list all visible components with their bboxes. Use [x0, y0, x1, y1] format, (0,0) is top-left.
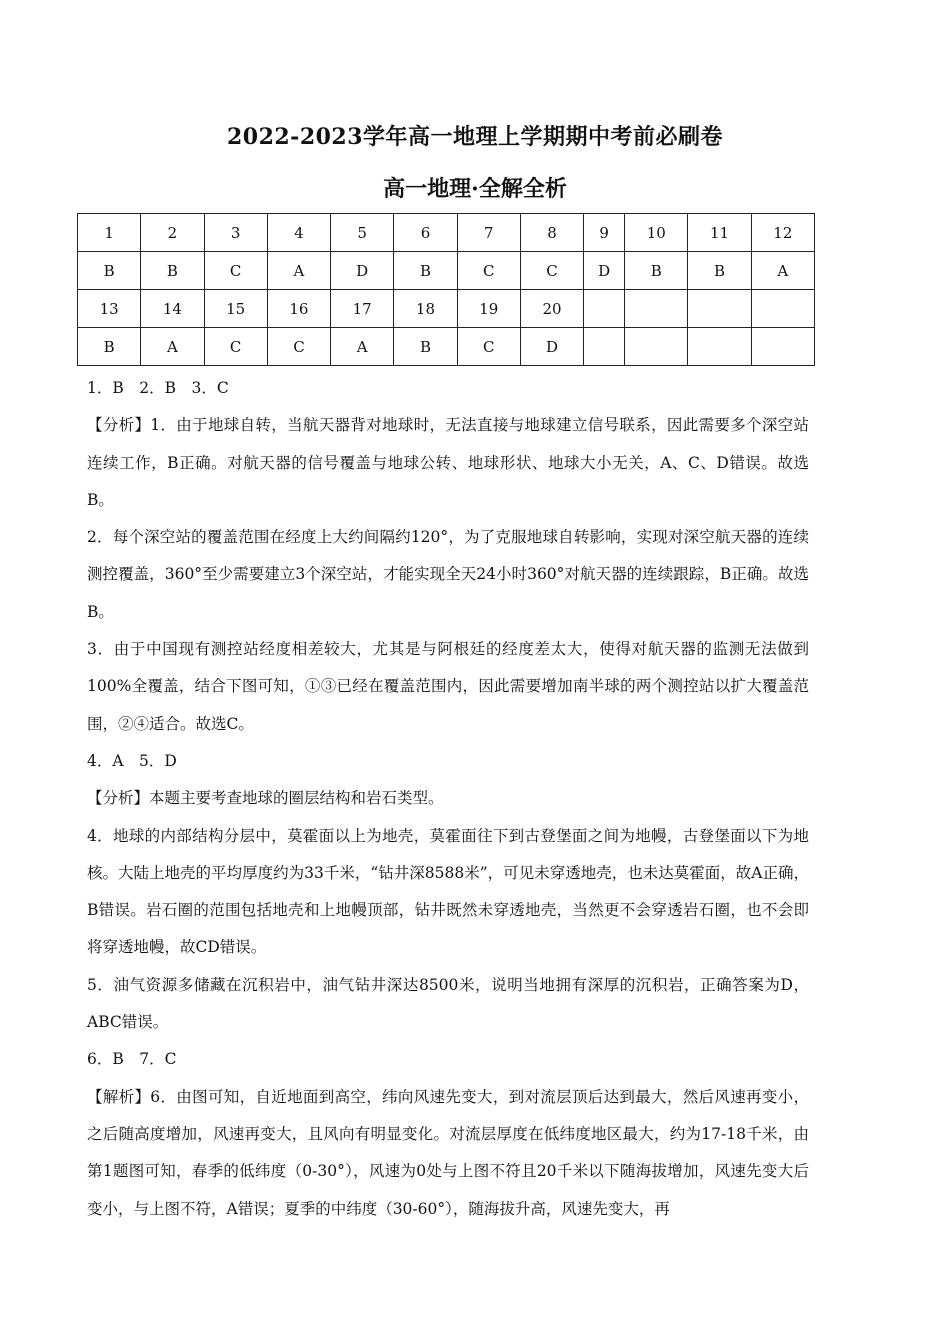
answer-cell	[751, 328, 814, 366]
question-number-cell: 1	[78, 214, 141, 252]
answer-cell: B	[78, 252, 141, 290]
question-number-cell	[751, 290, 814, 328]
answer-cell	[584, 328, 625, 366]
question-number-cell: 7	[457, 214, 520, 252]
answer-cell: C	[204, 328, 267, 366]
analysis-q6: 【解析】6．由图可知，自近地面到高空，纬向风速先变大，到对流层顶后达到最大，然后风速再变小，之后随高度增加，风速再变大，且风向有明显变化。对流层厚度在低纬度地区最大，约为17-18千米，由第1题图可知，春季的低纬度（0-30°），风速为0处与上图不符且20千米以下随海拔增加，风速先变大后变小，与上图不符，A错误；夏季的中纬度（30-60°），随海拔升高，风速先变大，再	[87, 1087, 809, 1218]
page-title: 2022-2023学年高一地理上学期期中考前必刷卷	[226, 124, 724, 150]
answer-cell: B	[141, 252, 204, 290]
answer-cell: A	[751, 252, 814, 290]
answer-cell: C	[520, 252, 583, 290]
answer-line-6-7: 6．B 7．C	[87, 1050, 177, 1069]
answer-cell: B	[625, 252, 688, 290]
answer-cell: C	[457, 252, 520, 290]
page-subtitle: 高一地理·全解全析	[383, 176, 567, 202]
analysis-q1: 【分析】1．由于地球自转，当航天器背对地球时，无法直接与地球建立信号联系，因此需要多个深空站连续工作，B正确。对航天器的信号覆盖与地球公转、地球形状、地球大小无关，A、C、D错误。故选B。	[87, 416, 809, 509]
analysis-intro-4-5: 【分析】本题主要考查地球的圈层结构和岩石类型。	[87, 789, 444, 808]
answer-cell: C	[267, 328, 330, 366]
answer-cell: B	[78, 328, 141, 366]
question-number-cell: 19	[457, 290, 520, 328]
answer-table	[77, 213, 815, 366]
answer-cell: B	[394, 252, 457, 290]
question-number-row	[78, 290, 815, 328]
answer-cell: C	[457, 328, 520, 366]
answer-cell: A	[331, 328, 394, 366]
question-number-cell: 16	[267, 290, 330, 328]
answer-row	[78, 252, 815, 290]
answer-cell: D	[584, 252, 625, 290]
answer-cell: D	[520, 328, 583, 366]
answer-cell: D	[331, 252, 394, 290]
question-number-row	[78, 214, 815, 252]
question-number-cell: 15	[204, 290, 267, 328]
question-number-cell: 12	[751, 214, 814, 252]
answer-cell: A	[141, 328, 204, 366]
analysis-q3: 3．由于中国现有测控站经度相差较大，尤其是与阿根廷的经度差太大，使得对航天器的监测无法做到100%全覆盖，结合下图可知，①③已经在覆盖范围内，因此需要增加南半球的两个测控站以扩大覆盖范围，②④适合。故选C。	[87, 640, 809, 733]
question-number-cell: 2	[141, 214, 204, 252]
question-number-cell: 5	[331, 214, 394, 252]
answer-cell: B	[394, 328, 457, 366]
answer-cell	[625, 328, 688, 366]
question-number-cell	[625, 290, 688, 328]
analysis-body	[87, 370, 809, 1228]
question-number-cell: 11	[688, 214, 751, 252]
question-number-cell: 18	[394, 290, 457, 328]
analysis-q5: 5．油气资源多储藏在沉积岩中，油气钻井深达8500米，说明当地拥有深厚的沉积岩，正确答案为D，ABC错误。	[87, 975, 809, 1032]
answer-line-4-5: 4．A 5．D	[87, 751, 177, 770]
answer-cell: C	[204, 252, 267, 290]
question-number-cell: 6	[394, 214, 457, 252]
answer-cell: A	[267, 252, 330, 290]
analysis-q4: 4．地球的内部结构分层中，莫霍面以上为地壳，莫霍面往下到古登堡面之间为地幔，古登堡面以下为地核。大陆上地壳的平均厚度约为33千米，“钻井深8588米”，可见未穿透地壳，也未达莫霍面，故A正确，B错误。岩石圈的范围包括地壳和上地幔顶部，钻井既然未穿透地壳，当然更不会穿透岩石圈，也不会即将穿透地幔，故CD错误。	[87, 826, 809, 957]
question-number-cell	[584, 290, 625, 328]
answer-row	[78, 328, 815, 366]
question-number-cell: 13	[78, 290, 141, 328]
answer-cell: B	[688, 252, 751, 290]
question-number-cell: 3	[204, 214, 267, 252]
question-number-cell: 17	[331, 290, 394, 328]
question-number-cell: 8	[520, 214, 583, 252]
question-number-cell: 10	[625, 214, 688, 252]
question-number-cell	[688, 290, 751, 328]
analysis-q2: 2．每个深空站的覆盖范围在经度上大约间隔约120°，为了克服地球自转影响，实现对深空航天器的连续测控覆盖，360°至少需要建立3个深空站，才能实现全天24小时360°对航天器的连续跟踪，B正确。故选B。	[87, 528, 809, 621]
answer-line-1-3: 1．B 2．B 3．C	[87, 379, 229, 397]
question-number-cell: 14	[141, 290, 204, 328]
question-number-cell: 4	[267, 214, 330, 252]
question-number-cell: 20	[520, 290, 583, 328]
question-number-cell: 9	[584, 214, 625, 252]
answer-cell	[688, 328, 751, 366]
